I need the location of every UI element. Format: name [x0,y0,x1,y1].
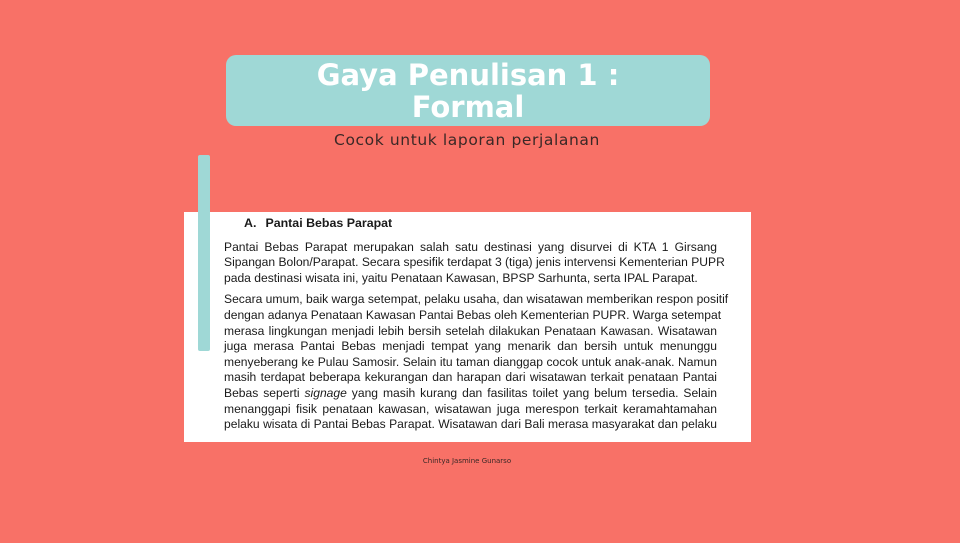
slide-title-line1: Gaya Penulisan 1 : [316,57,620,92]
paragraph-2-line: dengan adanya Penataan Kawasan Pantai Bebas oleh Kementerian PUPR. Warga setempat [224,307,722,322]
paragraph-2-line: pelaku wisata di Pantai Bebas Parapat. Wisatawan dari Bali merasa masyarakat dan pelaku [224,417,717,432]
document-excerpt-image [184,212,751,442]
paragraph-1-line: Pantai Bebas Parapat merupakan salah satu destinasi yang disurvei di KTA 1 Girsang [224,239,717,254]
document-paragraph-1 [224,239,725,287]
accent-bar [198,155,210,351]
slide-subtitle: Cocok untuk laporan perjalanan [334,131,600,149]
paragraph-1-line: pada destinasi wisata ini, yaitu Penataan Kawasan, BPSP Sarhunta, serta IPAL Parapat. [224,270,698,285]
paragraph-2-line: Secara umum, baik warga setempat, pelaku usaha, dan wisatawan memberikan respon positif [224,292,729,307]
paragraph-1-line: Sipangan Bolon/Parapat. Secara spesifik terdapat 3 (tiga) jenis intervensi Kementerian PUPR [224,255,725,270]
p2-line7-italic: signage [304,385,347,400]
paragraph-2-line [224,386,717,402]
document-heading [244,216,717,232]
slide-title-line2: Formal [411,89,525,124]
paragraph-2-line: menanggapi fisik penataan kawasan, wisatawan juga merespon terkait keramahtamahan [224,401,717,416]
p2-line7-before: Bebas seperti [224,385,305,400]
slide-title-box [226,55,710,126]
document-heading-text: Pantai Bebas Parapat [265,216,393,230]
document-paragraph-2 [224,292,729,432]
paragraph-2-line: juga merasa Pantai Bebas menjadi tempat yang menarik dan bersih untuk menunggu [224,339,717,354]
paragraph-2-line: masih terdapat beberapa kekurangan dan harapan dari wisatawan terkait penataan Pantai [224,370,717,385]
paragraph-2-line: menyeberang ke Pulau Samosir. Selain itu taman dianggap cocok untuk anak-anak. Namun [224,354,717,369]
p2-line7-after: yang masih kurang dan fasilitas toilet yang belum tersedia. Selain [346,385,717,400]
paragraph-2-line: merasa lingkungan menjadi lebih bersih setelah dilakukan Penataan Kawasan. Wisatawan [224,323,717,338]
document-heading-number: A. [244,216,257,230]
slide-footer-author: Chintya Jasmine Gunarso [422,457,512,465]
